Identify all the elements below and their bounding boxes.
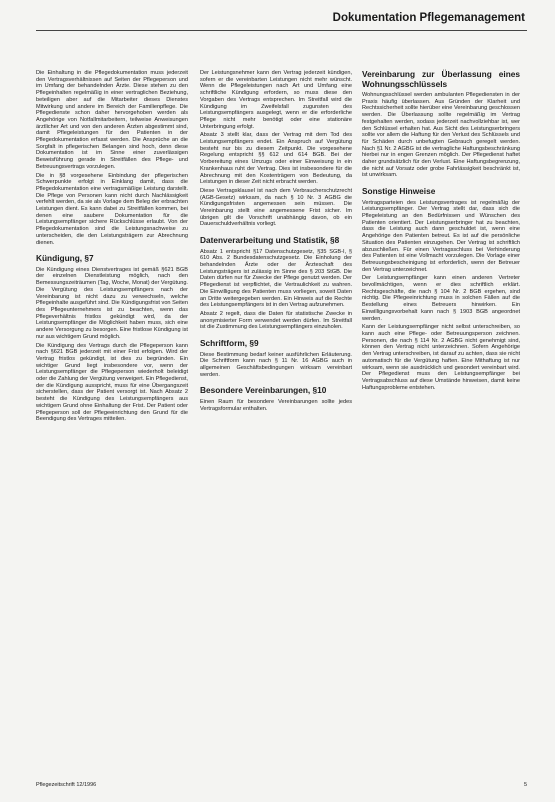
text-column-middle xyxy=(200,70,352,414)
section-heading-datenverarbeitung: Datenverarbeitung und Statistik, §8 xyxy=(200,235,340,246)
paragraph: Kann der Leistungsempfänger nicht selbst unterschreiben, so kann auch eine Pflege- oder Betreuungsperson zeichnen. Personen, die nach § 114 Nr. 2 AGBG nicht genehmigt sind, können den Vertrag nicht unterzeichnen. Sofern Angehörige den Vertrag unterschreiben, ist darauf zu achten, dass sie nicht automatisch für die Vergütung haften. Eine Mithaftung ist nur wirksam, wenn sie ausdrücklich und gesondert vereinbart wird. Der Pflegedienst muss den Leistungsempfänger bei Vertragsabschluss auf diese Umstände hinweisen, damit keine Haftungsprobleme entstehen. xyxy=(362,324,520,391)
paragraph: Einen Raum für besondere Vereinbarungen sollte jedes Vertragsformular enthalten. xyxy=(200,398,352,412)
paragraph: Wohnungsschlüssel werden ambulanten Pflegediensten in der Praxis häufig überlassen. Aus Gründen der Klarheit und Rechtssicherheit sollte hierüber eine Vereinbarung geschlossen werden. Die Überlassung sollte regelmäßig im Vertrag festgehalten werden, sodass jederzeit nachvollziehbar ist, wer den Schlüssel erhalten hat. Aus Sicht des Leistungserbringers sollte vor allem die Haftung für den Verlust des Schlüssels und für Schäden durch unbefugten Gebrauch geregelt werden. Nach §1 Nr. 2 AGBG ist die vertragliche Haftungsbeschränkung hierbei nur in engen Grenzen möglich. Der Pflegedienst haftet daher grundsätzlich für den Verlust. Eine Haftungsbegrenzung, die nicht auf Vorsatz oder grobe Fahrlässigkeit beschränkt ist, ist unwirksam. xyxy=(362,92,520,179)
paragraph: Der Leistungsempfänger kann einen anderen Vertreter bevollmächtigen, wenn er dies schriftlich erklärt. Rechtsgeschäfte, die nach § 104 Nr. 2 BGB ergehen, sind nichtig. Die Pflegeeinrichtung muss in solchen Fällen auf die Bestellung eines Betreuers hinwirken. Ein Einwilligungsvorbehalt kann nach § 1903 BGB angeordnet werden. xyxy=(362,275,520,322)
section-heading-wohnungsschluessel: Vereinbarung zur Überlassung eines Wohnungsschlüssels xyxy=(362,69,520,89)
section-heading-besondere-vereinbarungen: Besondere Vereinbarungen, §10 xyxy=(200,385,327,396)
page-number: 5 xyxy=(523,782,527,788)
section-heading-sonstige-hinweise: Sonstige Hinweise xyxy=(362,186,436,197)
paragraph: Absatz 2 regelt, dass die Daten für statistische Zwecke in anonymisierter Form verwendet werden dürfen. Im Streitfall ist die Zustimmung des Leistungsempfängers einzuholen. xyxy=(200,311,352,331)
footer-publication: Pflegezeitschrift 12/1996 xyxy=(36,782,97,788)
paragraph: Absatz 3 stellt klar, dass der Vertrag mit dem Tod des Leistungsempfängers endet. Ein Anspruch auf Vergütung besteht nur bis zu diesem Zeitpunkt. Die vorgesehene Regelung entspricht §§ 612 und 614 BGB. Bei der Vorbereitung eines Umzugs oder einer Einweisung in ein Krankenhaus ruht der Vertrag. Dies ist insbesondere für die Abrechnung mit den Kostenträgern von Bedeutung, da Leistungen in dieser Zeit nicht erbracht werden. xyxy=(200,132,352,186)
section-heading-schriftform: Schriftform, §9 xyxy=(200,338,259,349)
paragraph: Der Leistungsnehmer kann den Vertrag jederzeit kündigen, sofern er die vereinbarten Leistungen nicht mehr wünscht. Wenn die Pflegeleistungen nach Art und Umfang eine schriftliche Kündigung erfordern, so muss diese den Vorgaben des Vertrags entsprechen. Im Streitfall wird die Kündigung im Zweifelsfall zugunsten des Leistungsempfängers ausgelegt, wenn er die erforderliche Pflege nicht mehr benötigt oder eine stationäre Unterbringung erfolgt. xyxy=(200,70,352,130)
header-rule xyxy=(36,30,527,31)
paragraph: Vertragsparteien des Leistungsvertrages ist regelmäßig der Leistungsempfänger. Der Vertrag stellt dar, dass sich die Pflegeleistung an den Bedürfnissen und Wünschen des Patienten orientiert. Der Leistungserbringer hat zu beachten, dass die Leistung auch dann geschuldet ist, wenn eine Angehörige den Patienten betreut. Es ist auf die persönliche Situation des Patienten einzugehen. Der Vertrag ist schriftlich abzuschließen. Für einen Vertragsschluss bei Verhinderung des Patienten ist eine Vollmacht vorzulegen. Die Vorlage einer Betreuungsbescheinigung ist erforderlich, wenn der Betreuer den Vertrag unterzeichnet. xyxy=(362,199,520,273)
section-heading-kuendigung: Kündigung, §7 xyxy=(36,253,94,264)
paragraph: Diese Vertragsklausel ist nach dem Verbraucherschutzrecht (AGB-Gesetz) wirksam, da nach § 10 Nr. 3 AGBG die Kündigungsfristen angemessen sein müssen. Die Vereinbarung stellt eine angemessene Frist sicher. Im übrigen gilt die Vorschrift unabhängig davon, ob ein Dauerschuldverhältnis vorliegt. xyxy=(200,187,352,228)
paragraph: Die Kündigung des Vertrags durch die Pflegeperson kann nach §621 BGB jederzeit mit einer Frist erfolgen. Wird der Vertrag fristlos gekündigt, ist dies zu begründen. Ein wichtiger Grund liegt insbesondere vor, wenn der Leistungsempfänger die Pflegeperson wiederholt beleidigt oder die Zahlung der Vergütung verweigert. Ein Pflegedienst, der die Kündigung ausspricht, muss für eine Übergangszeit sicherstellen, dass der Patient versorgt ist. Nach Absatz 2 besteht die Kündigung des Leistungsempfängers aus wichtigem Grund ohne Einhaltung der Frist. Der Patient oder Pflegeperson soll der Pflegeeinrichtung den Grund für die Beendigung des Vertrages mitteilen. xyxy=(36,342,188,423)
page-footer xyxy=(36,782,527,788)
text-column-right xyxy=(362,70,520,393)
paragraph: Die in §8 vorgesehene Einbindung der pflegerischen Schwerpunkte erfolgt in Einklang damit, dass die Pflegedokumentation eine vertragsmäßige Leistung darstellt. Die Pflege von Personen kann nicht durch Nachlässigkeit verfehlt werden, da sie als Vorlage dem Beleg der erbrachten Leistungen dient. Es kann dabei zu Streitfällen kommen, bei denen eine saubere Dokumentation für die Leistungsempfänger sichere Rückschlüsse erlaubt. Von der Pflegedokumentation sind die Leistungsnachweise zu unterscheiden, die den Leistungsträgern zur Abrechnung dienen. xyxy=(36,172,188,246)
page-header-title: Dokumentation Pflegemanagement xyxy=(332,12,525,24)
paragraph: Die Kündigung eines Dienstvertrages ist gemäß §621 BGB der einzelnen Dienstleistung möglich, nach den Bemessungszeiträumen (Tag, Woche, Monat) der Vergütung. Die Vergütung des Leistungsempfängers nach der Vereinbarung ist nicht dazu zu verwechseln, welche Pflegeinhalte ausgeführt sind. Die Kündigungsfrist von Seiten des Pflegeunternehmers ist zu beachten, wenn das Pflegeverhältnis fristlos gekündigt wird, da der Leistungsempfänger die Möglichkeit haben muss, sich eine andere Versorgung zu besorgen. Eine fristlose Kündigung ist nur aus wichtigem Grund möglich. xyxy=(36,266,188,340)
text-column-left xyxy=(36,70,188,425)
paragraph: Die Einhaltung in die Pflegedokumentation muss jederzeit den Vertragsverhältnissen auf Seiten der Pflegeperson und im Umfang der behandelnden Ärzte. Diese stehen zu den Pflegeinhalten regelmäßig in einer vertraglichen Beziehung, beteiligen aber auf die Mitarbeiter dieses Dienstes Mitwirkung und andere im Bereich der Familienpflege. Die Pflegedienste schon daher hervorgehoben werden als Angehörige von Notfallmitarbeitern, teilweise Anweisungen ärztlicher Art und von den anderen Ärzten abgestimmt sind, damit Pflegeleistungen für den Patienten in der Pflegedokumentation erfasst werden. Die Ansprüche an die Sorgfalt in pflegerischen Belangen sind hoch, denn diese Dokumentation ist im Sinne einer zuverlässigen Beweisführung gerade in Streitfällen des Pflege- und Betreuungsvertrags vorzulegen. xyxy=(36,70,188,170)
paragraph: Diese Bestimmung bedarf keiner ausführlichen Erläuterung. Die Schriftform kann nach § 11 Nr. 16 AGBG auch in allgemeinen Geschäftsbedingungen wirksam vereinbart werden. xyxy=(200,351,352,378)
paragraph: Absatz 1 entspricht §17 Datenschutzgesetz, §35 SGB-I, § 610 Abs. 2 Bundesdatenschutzgesetz. Die Einholung der behandelnden Ärzte oder der Ärzteschaft des Leistungsträgers ist zulässig im Sinne des § 203 StGB. Die Daten dürfen nur für Zwecke der Pflege genutzt werden. Der Pflegedienst ist verpflichtet, die Vertraulichkeit zu wahren. Die Einwilligung des Patienten muss vorliegen, soweit Daten an Dritte weitergegeben werden. Ein Hinweis auf die Rechte des Leistungsempfängers ist in den Vertrag aufzunehmen. xyxy=(200,248,352,309)
